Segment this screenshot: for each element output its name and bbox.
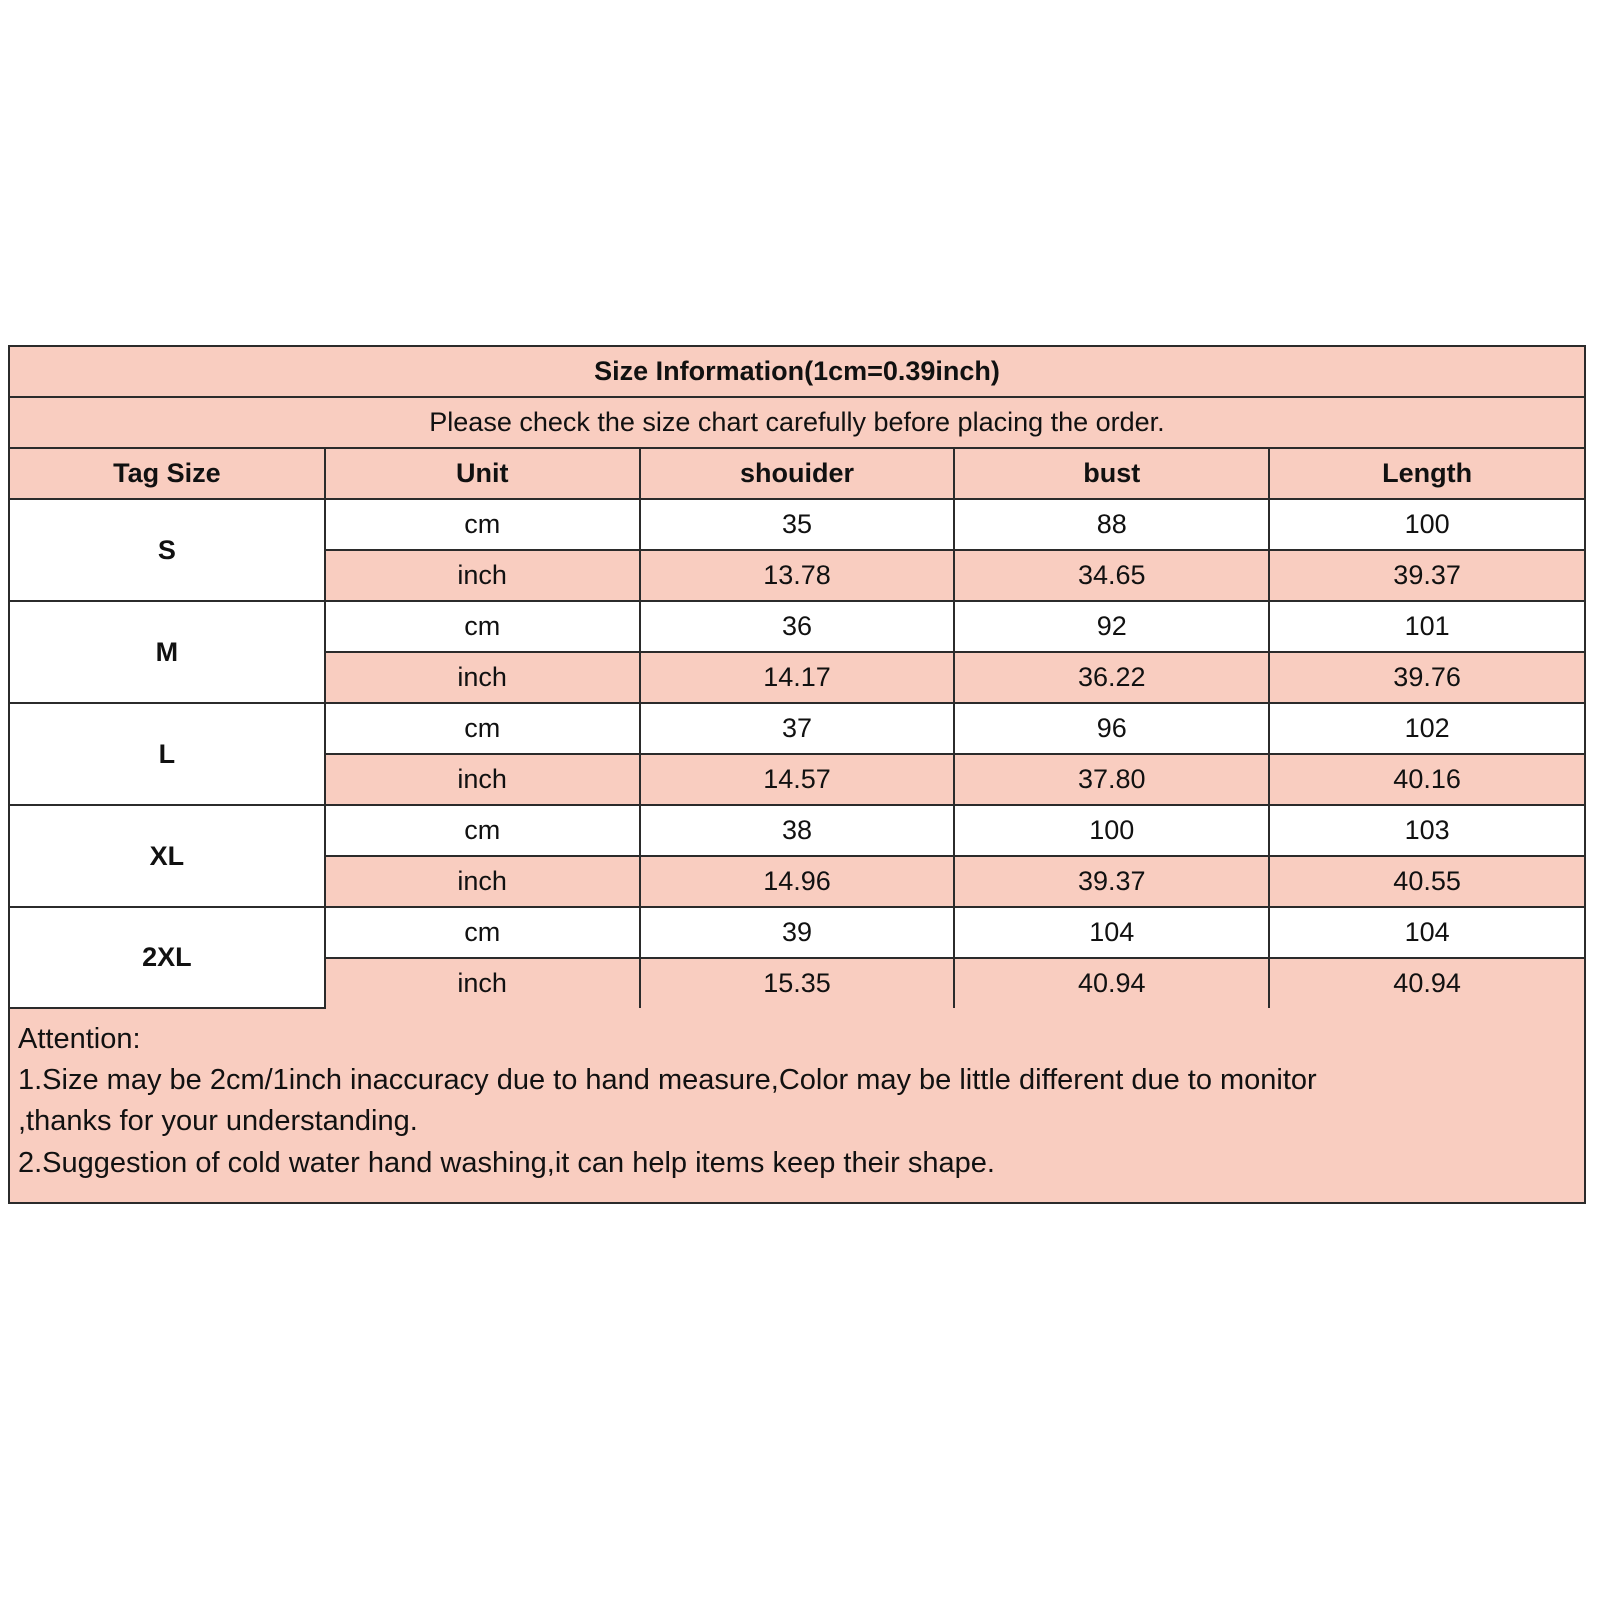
bust-value: 104	[954, 907, 1269, 958]
size-information-table	[10, 347, 1584, 1009]
tag-size-m: M	[10, 601, 325, 703]
chart-title: Size Information(1cm=0.39inch)	[10, 347, 1584, 397]
length-value: 101	[1269, 601, 1584, 652]
shoulder-value: 14.57	[640, 754, 955, 805]
table-row	[10, 805, 1584, 856]
length-value: 39.37	[1269, 550, 1584, 601]
unit-cell: inch	[325, 754, 640, 805]
unit-cell: inch	[325, 652, 640, 703]
table-header-row	[10, 448, 1584, 499]
attention-line-1: 1.Size may be 2cm/1inch inaccuracy due to hand measure,Color may be little different due to monitor	[18, 1064, 1317, 1097]
tag-size-xl: XL	[10, 805, 325, 907]
length-value: 40.94	[1269, 958, 1584, 1008]
bust-value: 37.80	[954, 754, 1269, 805]
bust-value: 36.22	[954, 652, 1269, 703]
unit-cell: cm	[325, 601, 640, 652]
length-value: 40.16	[1269, 754, 1584, 805]
unit-cell: cm	[325, 499, 640, 550]
shoulder-value: 39	[640, 907, 955, 958]
shoulder-value: 14.96	[640, 856, 955, 907]
length-value: 40.55	[1269, 856, 1584, 907]
tag-size-s: S	[10, 499, 325, 601]
attention-line-3: 2.Suggestion of cold water hand washing,it can help items keep their shape.	[18, 1146, 995, 1179]
shoulder-value: 14.17	[640, 652, 955, 703]
bust-value: 39.37	[954, 856, 1269, 907]
length-value: 104	[1269, 907, 1584, 958]
shoulder-value: 36	[640, 601, 955, 652]
attention-heading: Attention:	[18, 1023, 141, 1055]
column-header-tag-size: Tag Size	[10, 448, 325, 499]
attention-line-2: ,thanks for your understanding.	[18, 1105, 418, 1138]
unit-cell: inch	[325, 856, 640, 907]
tag-size-l: L	[10, 703, 325, 805]
shoulder-value: 37	[640, 703, 955, 754]
table-row	[10, 499, 1584, 550]
table-row	[10, 703, 1584, 754]
length-value: 103	[1269, 805, 1584, 856]
table-row	[10, 907, 1584, 958]
size-chart	[8, 345, 1586, 1204]
tag-size-2xl: 2XL	[10, 907, 325, 1008]
bust-value: 40.94	[954, 958, 1269, 1008]
unit-cell: cm	[325, 805, 640, 856]
length-value: 39.76	[1269, 652, 1584, 703]
length-value: 102	[1269, 703, 1584, 754]
column-header-length: Length	[1269, 448, 1584, 499]
shoulder-value: 35	[640, 499, 955, 550]
bust-value: 96	[954, 703, 1269, 754]
attention-notes	[10, 1009, 1584, 1202]
shoulder-value: 13.78	[640, 550, 955, 601]
shoulder-value: 15.35	[640, 958, 955, 1008]
table-subtitle-row	[10, 397, 1584, 448]
unit-cell: inch	[325, 958, 640, 1008]
chart-subtitle: Please check the size chart carefully before placing the order.	[10, 397, 1584, 448]
unit-cell: cm	[325, 703, 640, 754]
bust-value: 34.65	[954, 550, 1269, 601]
bust-value: 88	[954, 499, 1269, 550]
table-row	[10, 601, 1584, 652]
column-header-shoulder: shouider	[640, 448, 955, 499]
length-value: 100	[1269, 499, 1584, 550]
shoulder-value: 38	[640, 805, 955, 856]
column-header-bust: bust	[954, 448, 1269, 499]
bust-value: 92	[954, 601, 1269, 652]
unit-cell: cm	[325, 907, 640, 958]
table-title-row	[10, 347, 1584, 397]
unit-cell: inch	[325, 550, 640, 601]
column-header-unit: Unit	[325, 448, 640, 499]
bust-value: 100	[954, 805, 1269, 856]
